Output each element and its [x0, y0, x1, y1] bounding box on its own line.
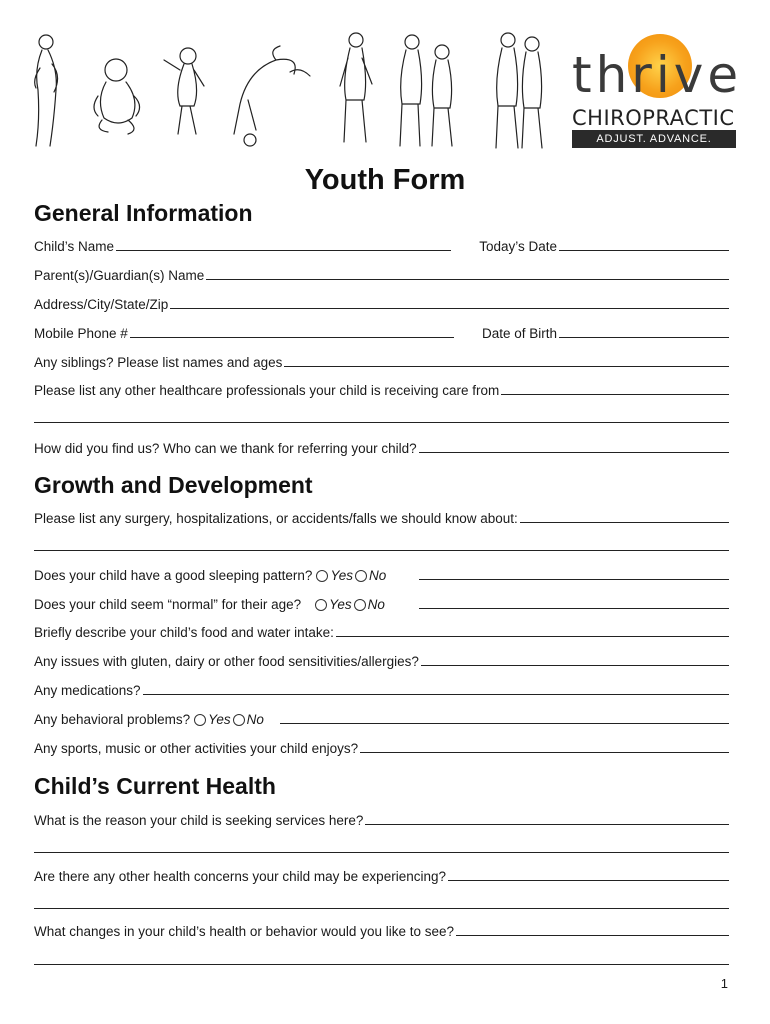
- normal-field[interactable]: [419, 596, 729, 609]
- parents-field[interactable]: [206, 267, 729, 280]
- medications-label: Any medications?: [34, 683, 141, 698]
- normal-yes-radio[interactable]: [315, 599, 327, 611]
- parents-row: [34, 265, 729, 283]
- changes-field[interactable]: [456, 923, 729, 936]
- sleeping-yes-label: Yes: [330, 568, 353, 583]
- referral-label: How did you find us? Who can we thank for referring your child?: [34, 441, 417, 456]
- reason-label: What is the reason your child is seeking services here?: [34, 813, 364, 828]
- logo-wordmark: thrive: [572, 46, 743, 104]
- todays-date-field[interactable]: [559, 238, 729, 251]
- professionals-field-continued[interactable]: [34, 410, 729, 423]
- siblings-row: [34, 352, 729, 370]
- reason-row: [34, 810, 729, 828]
- behavioral-yes-label: Yes: [208, 712, 231, 727]
- medications-field[interactable]: [143, 682, 729, 695]
- todays-date-label: Today’s Date: [479, 239, 557, 254]
- sleeping-no-radio[interactable]: [355, 570, 367, 582]
- gluten-field[interactable]: [421, 653, 729, 666]
- reason-field-continued[interactable]: [34, 840, 729, 853]
- sports-label: Any sports, music or other activities your child enjoys?: [34, 741, 359, 756]
- surgery-field-continued[interactable]: [34, 538, 729, 551]
- concerns-field-continued[interactable]: [34, 896, 729, 909]
- changes-row-2: [34, 950, 729, 968]
- thrive-logo: [566, 34, 743, 163]
- normal-no-label: No: [367, 597, 385, 612]
- mobile-label: Mobile Phone #: [34, 326, 128, 341]
- behavioral-no-radio[interactable]: [233, 714, 245, 726]
- address-row: [34, 294, 729, 312]
- section-heading-health: Child’s Current Health: [34, 773, 276, 799]
- childs-name-field[interactable]: [116, 238, 451, 251]
- reason-row-2: [34, 838, 729, 856]
- changes-field-continued[interactable]: [34, 952, 729, 965]
- behavioral-yes-radio[interactable]: [194, 714, 206, 726]
- changes-label: What changes in your child’s health or behavior would you like to see?: [34, 924, 454, 939]
- page-number: 1: [720, 976, 728, 991]
- section-heading-growth: Growth and Development: [34, 472, 313, 498]
- medications-row: [34, 680, 729, 698]
- professionals-label: Please list any other healthcare professionals your child is receiving care from: [34, 383, 500, 398]
- behavioral-no-label: No: [246, 712, 264, 727]
- surgery-field[interactable]: [520, 510, 729, 523]
- normal-no-radio[interactable]: [354, 599, 366, 611]
- siblings-field[interactable]: [284, 354, 729, 367]
- form-title: Youth Form: [304, 164, 466, 196]
- section-heading-general: General Information: [34, 200, 253, 226]
- gluten-row: [34, 651, 729, 669]
- mobile-row: [34, 323, 729, 341]
- concerns-field[interactable]: [448, 868, 729, 881]
- mobile-field[interactable]: [130, 325, 454, 338]
- professionals-field[interactable]: [501, 382, 729, 395]
- childs-name-row: [34, 236, 729, 254]
- normal-row: [34, 594, 729, 612]
- behavioral-field[interactable]: [280, 711, 729, 724]
- referral-row: [34, 438, 729, 456]
- reason-field[interactable]: [365, 812, 729, 825]
- sports-field[interactable]: [360, 740, 729, 753]
- surgery-label: Please list any surgery, hospitalizations, or accidents/falls we should know about:: [34, 511, 518, 526]
- food-label: Briefly describe your child’s food and water intake:: [34, 625, 334, 640]
- sleeping-row: [34, 565, 729, 583]
- surgery-row-2: [34, 536, 729, 554]
- dob-label: Date of Birth: [481, 326, 557, 341]
- changes-row: [34, 921, 729, 939]
- concerns-row: [34, 866, 729, 884]
- food-row: [34, 622, 729, 640]
- food-field[interactable]: [336, 624, 729, 637]
- sports-row: [34, 738, 729, 756]
- referral-field[interactable]: [419, 440, 729, 453]
- siblings-label: Any siblings? Please list names and ages: [34, 355, 283, 370]
- behavioral-row: [34, 709, 729, 727]
- professionals-row-2: [34, 408, 729, 426]
- address-label: Address/City/State/Zip: [34, 297, 169, 312]
- logo-tagline: ADJUST. ADVANCE. THRIVE.: [572, 130, 736, 148]
- behavioral-label: Any behavioral problems?: [34, 712, 191, 727]
- childs-name-label: Child’s Name: [34, 239, 115, 254]
- sleeping-no-label: No: [368, 568, 387, 583]
- sleeping-label: Does your child have a good sleeping pattern?: [34, 568, 313, 583]
- parents-label: Parent(s)/Guardian(s) Name: [34, 268, 205, 283]
- gluten-label: Any issues with gluten, dairy or other food sensitivities/allergies?: [34, 654, 419, 669]
- concerns-label: Are there any other health concerns your child may be experiencing?: [34, 869, 446, 884]
- address-field[interactable]: [170, 296, 729, 309]
- sleeping-field[interactable]: [419, 567, 729, 580]
- concerns-row-2: [34, 894, 729, 912]
- normal-yes-label: Yes: [329, 597, 352, 612]
- surgery-row: [34, 508, 729, 526]
- children-illustration: [28, 30, 548, 152]
- header: [0, 0, 770, 163]
- sleeping-yes-radio[interactable]: [316, 570, 328, 582]
- dob-field[interactable]: [559, 325, 729, 338]
- professionals-row: [34, 380, 729, 398]
- logo-subtitle: CHIROPRACTIC: [572, 106, 735, 130]
- normal-label: Does your child seem “normal” for their age?: [34, 597, 302, 612]
